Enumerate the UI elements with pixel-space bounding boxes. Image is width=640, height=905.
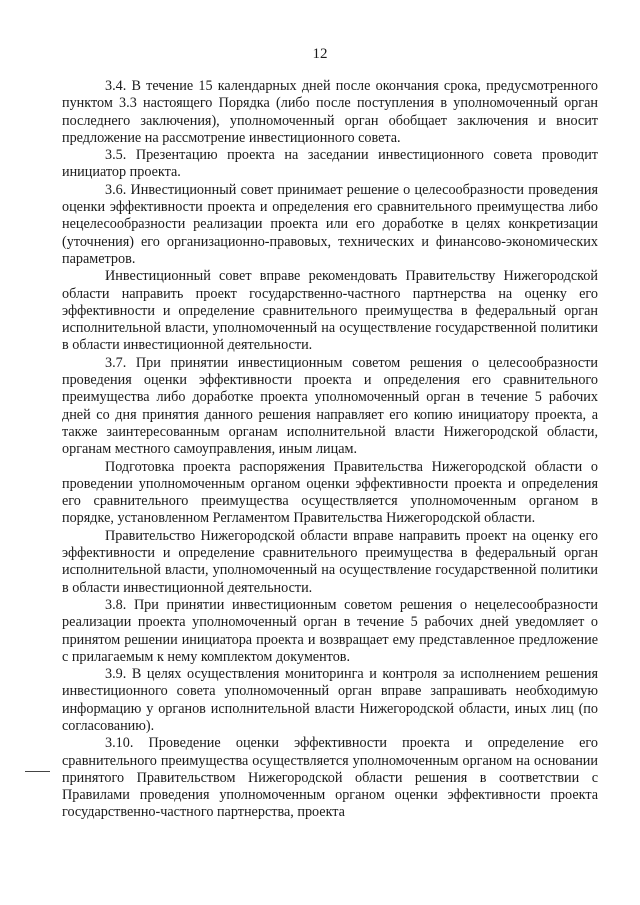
paragraph-3-7-federal-referral: Правительство Нижегородской области вправе направить проект на оценку его эффективности и определение сравнительного преимущества в федеральный орган исполнительной власти, уполномоченный на осуществление государственной политики в области инвестиционной деятельности.	[62, 527, 598, 596]
paragraph-3-4: 3.4. В течение 15 календарных дней после окончания срока, предусмотренного пунктом 3.3 настоящего Порядка (либо после поступления в уполномоченный орган последнего заключения), уполномоченный орган обобщает заключения и вносит предложение на рассмотрение инвестиционного совета.	[62, 78, 598, 146]
document-body	[62, 78, 598, 822]
paragraph-3-5: 3.5. Презентацию проекта на заседании инвестиционного совета проводит инициатор проекта.	[62, 147, 598, 181]
page-number: 12	[312, 46, 328, 62]
paragraph-3-6: 3.6. Инвестиционный совет принимает решение о целесообразности проведения оценки эффективности проекта и определения его сравнительного преимущества либо нецелесообразности реализации проекта или его доработке в целях конкретизации (уточнения) его организационно-правовых, технических и финансово-экономических параметров.	[62, 181, 598, 267]
paragraph-3-9: 3.9. В целях осуществления мониторинга и контроля за исполнением решения инвестиционного совета уполномоченный орган вправе запрашивать необходимую информацию у органов исполнительной власти Нижегородской области, иных лиц (по согласованию).	[62, 666, 598, 734]
paragraph-3-8: 3.8. При принятии инвестиционным советом решения о нецелесообразности реализации проекта уполномоченный орган в течение 5 рабочих дней уведомляет о принятом решении инициатора проекта и возвращает ему представленное предложение с прилагаемым к нему комплектом документов.	[62, 596, 598, 665]
paragraph-3-7-order-preparation: Подготовка проекта распоряжения Правительства Нижегородской области о проведении уполномоченным органом оценки эффективности проекта и определения его сравнительного преимущества осуществляется уполномоченным органом в порядке, установленном Регламентом Правительства Нижегородской области.	[62, 458, 598, 527]
paragraph-3-10: 3.10. Проведение оценки эффективности проекта и определение его сравнительного преимущества осуществляется уполномоченным органом на основании принятого Правительством Нижегородской области решения в соответствии с Правилами проведения уполномоченным органом оценки эффективности проекта государственно-частного партнерства, проекта	[62, 735, 598, 821]
margin-mark	[25, 771, 50, 772]
paragraph-3-6-recommendation: Инвестиционный совет вправе рекомендовать Правительству Нижегородской области направить проект государственно-частного партнерства на оценку его эффективности и определение сравнительного преимущества в федеральный орган исполнительной власти, уполномоченный на осуществление государственной политики в области инвестиционной деятельности.	[62, 268, 598, 354]
paragraph-3-7: 3.7. При принятии инвестиционным советом решения о целесообразности проведения оценки эффективности проекта и определения его сравнительного преимущества либо доработке проекта уполномоченный орган в течение 5 рабочих дней со дня принятия данного решения направляет его копию инициатору проекта, а также заинтересованным органам исполнительной власти Нижегородской области, органам местного самоуправления, иным лицам.	[62, 354, 598, 458]
